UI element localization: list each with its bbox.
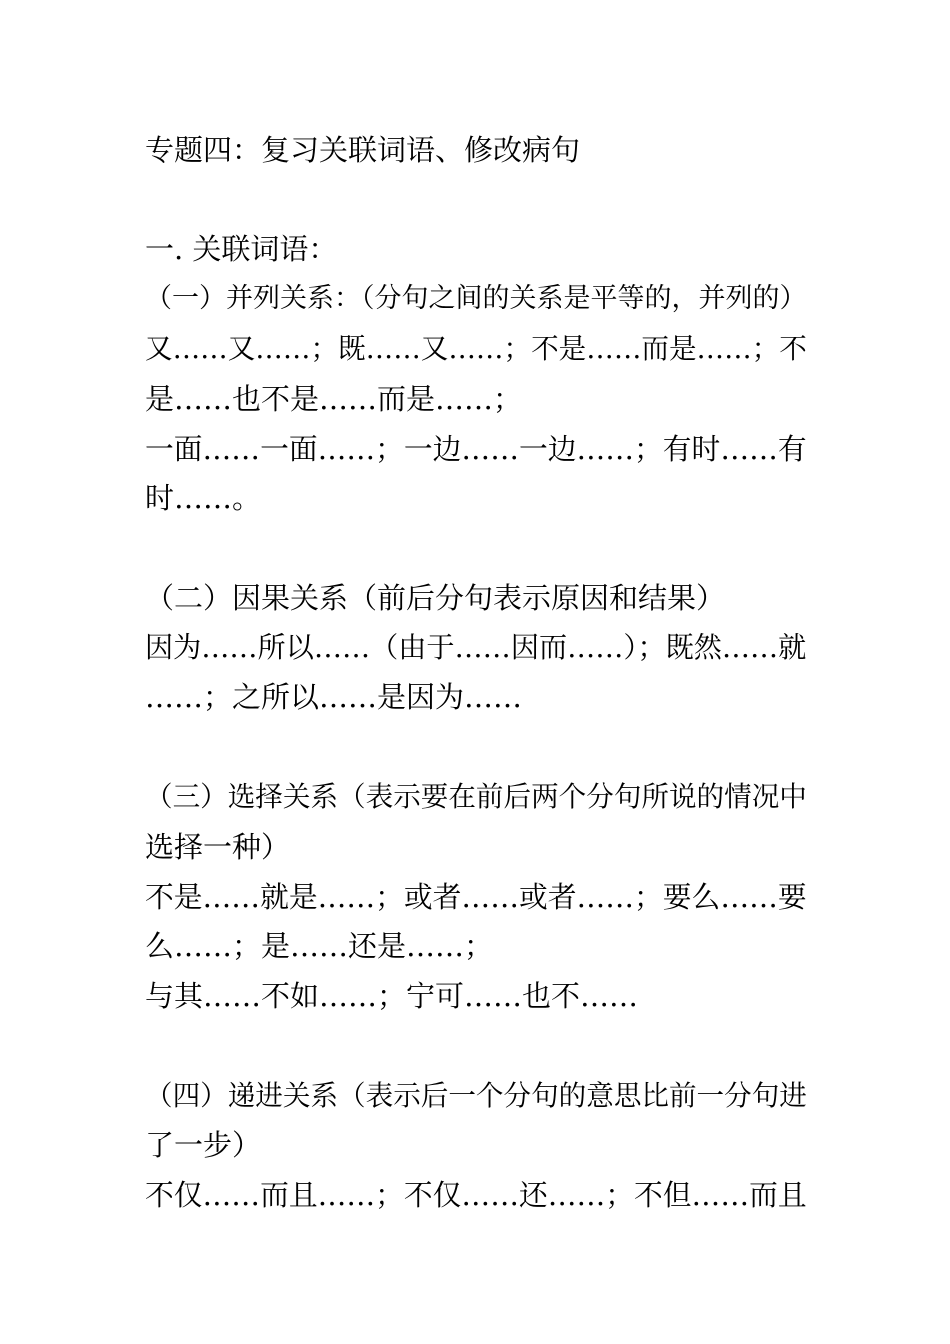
choice-heading-1: （三）选择关系（表示要在前后两个分句所说的情况中 xyxy=(145,780,807,813)
parallel-heading: （一）并列关系：（分句之间的关系是平等的，并列的） xyxy=(145,283,807,314)
causal-line-2: ……；之所以……是因为…… xyxy=(145,680,523,714)
parallel-line-2: 是……也不是……而是……； xyxy=(145,382,523,416)
parallel-line-4: 时……。 xyxy=(145,481,262,515)
choice-line-1: 不是……就是……；或者……或者……；要么……要 xyxy=(145,880,807,914)
progressive-heading-2: 了一步） xyxy=(145,1128,262,1162)
document-title: 专题四：复习关联词语、修改病句 xyxy=(145,133,581,167)
choice-heading-2: 选择一种） xyxy=(145,830,291,864)
parallel-line-1: 又……又……；既……又……；不是……而是……；不 xyxy=(145,332,807,365)
causal-line-1: 因为……所以……（由于……因而……）；既然……就 xyxy=(145,631,807,664)
parallel-line-3: 一面……一面……；一边……一边……；有时……有 xyxy=(145,432,807,466)
progressive-heading-1: （四）递进关系（表示后一个分句的意思比前一分句进 xyxy=(145,1079,807,1112)
progressive-line-1: 不仅……而且……；不仅……还……；不但……而且 xyxy=(145,1178,807,1212)
causal-heading: （二）因果关系（前后分句表示原因和结果） xyxy=(145,581,726,615)
choice-line-2: 么……；是……还是……； xyxy=(145,929,494,963)
choice-line-3: 与其……不如……；宁可……也不…… xyxy=(145,979,639,1013)
section-heading: 一. 关联词语： xyxy=(145,232,338,266)
